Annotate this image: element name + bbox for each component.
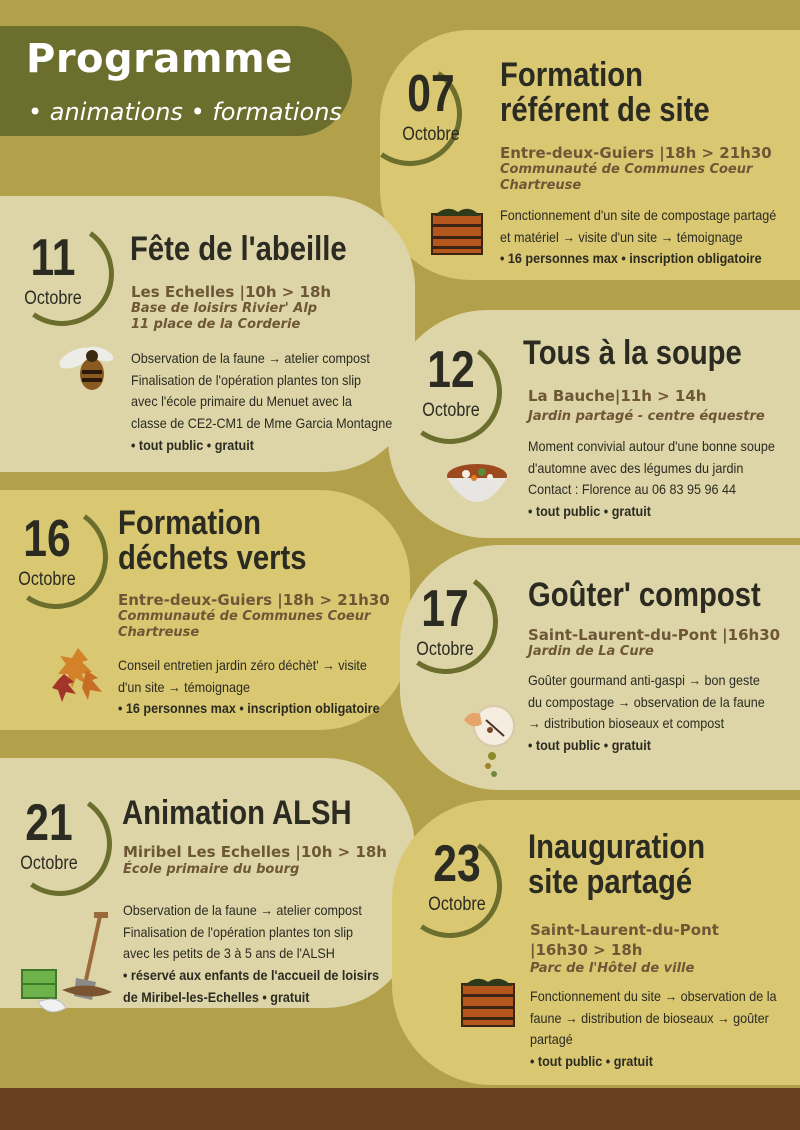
- event-location: La Bauche|11h > 14h: [528, 387, 707, 405]
- event-day: 16: [23, 510, 71, 568]
- event-month: Octobre: [416, 639, 474, 660]
- event-date: [400, 580, 490, 661]
- autumn-leaves-icon: [52, 644, 104, 704]
- page-header: [0, 26, 352, 136]
- event-venue-line: Communauté de Communes Coeur: [500, 162, 753, 177]
- event-venue: [528, 644, 654, 660]
- event-description: [528, 670, 765, 757]
- description-line: du compostage → observation de la faune: [528, 693, 765, 710]
- description-line: Finalisation de l'opération plantes ton slip: [131, 371, 362, 388]
- event-venue-line: Chartreuse: [118, 625, 200, 641]
- event-tag: • 16 personnes max • inscription obligatoire: [500, 250, 762, 267]
- event-tag: de Miribel-les-Echelles • gratuit: [123, 988, 310, 1005]
- event-day: 17: [421, 580, 469, 638]
- event-title: [118, 506, 307, 577]
- event-venue: [131, 301, 317, 334]
- event-venue-line: Jardin de La Cure: [528, 644, 654, 659]
- description-line: avec les petits de 3 à 5 ans de l'ALSH: [123, 945, 335, 962]
- event-location: Entre-deux-Guiers |18h > 21h30: [118, 591, 390, 609]
- event-title-line: Formation: [118, 504, 261, 542]
- shovel-icon: [18, 910, 118, 1022]
- description-line: et matériel → visite d'un site → témoignage: [500, 228, 743, 245]
- description-line: Fonctionnement du site → observation de la: [530, 988, 777, 1004]
- event-title-line: déchets verts: [118, 539, 307, 578]
- description-line: Conseil entretien jardin zéro déchèt' → visite: [118, 657, 367, 673]
- event-day: 11: [30, 229, 76, 287]
- event-title-line: référent de site: [500, 91, 710, 130]
- event-time: |16h30 > 18h: [530, 941, 643, 959]
- event-description: [131, 348, 392, 456]
- page-title: Programme: [26, 36, 293, 82]
- event-venue-line: Communauté de Communes Coeur: [118, 609, 371, 624]
- description-line: Fonctionnement d'un site de compostage partagé: [500, 207, 777, 223]
- event-day: 21: [25, 794, 73, 852]
- event-day: 07: [407, 65, 455, 123]
- event-tag: • tout public • gratuit: [528, 737, 651, 754]
- description-line: classe de CE2-CM1 de Mme Garcia Montagne: [131, 415, 393, 432]
- event-title: [528, 578, 761, 613]
- event-title-line: Goûter' compost: [528, 576, 761, 614]
- event-date: [4, 794, 94, 875]
- event-location: Saint-Laurent-du-Pont: [530, 921, 719, 939]
- snack-plate-icon: [460, 700, 520, 780]
- event-date: [412, 835, 502, 916]
- event-venue: [500, 162, 752, 195]
- bee-icon: [56, 340, 122, 396]
- event-day: 23: [433, 835, 481, 893]
- event-tag: • tout public • gratuit: [131, 436, 254, 453]
- event-month: Octobre: [24, 288, 82, 309]
- event-month: Octobre: [428, 894, 486, 915]
- event-title-line: Animation ALSH: [122, 794, 352, 832]
- event-description: [528, 436, 775, 523]
- event-venue-line: Parc de l'Hôtel de ville: [530, 961, 695, 976]
- description-line: Goûter gourmand anti-gaspi → bon geste: [528, 672, 760, 688]
- compost-bin-icon: [458, 972, 518, 1028]
- event-tag: • réservé aux enfants de l'accueil de loisirs: [123, 967, 380, 984]
- description-line: Contact : Florence au 06 83 95 96 44: [528, 481, 737, 498]
- event-location: Entre-deux-Guiers |18h > 21h30: [500, 144, 772, 162]
- event-location: Saint-Laurent-du-Pont |16h30: [528, 626, 781, 644]
- event-title-line: site partagé: [528, 863, 693, 902]
- description-line: faune → distribution de bioseaux → goûter: [530, 1009, 769, 1026]
- event-venue-line: Base de loisirs Rivier' Alp: [131, 301, 318, 316]
- event-date: [406, 341, 496, 422]
- description-line: → distribution bioseaux et compost: [528, 715, 725, 732]
- event-day: 12: [427, 341, 475, 399]
- event-location: Miribel Les Echelles |10h > 18h: [123, 843, 387, 861]
- event-venue: [528, 409, 765, 425]
- event-date: [386, 65, 476, 146]
- event-title: [122, 796, 352, 831]
- event-title-line: Formation: [500, 56, 643, 94]
- description-line: d'un site → témoignage: [118, 678, 250, 695]
- event-title-line: Fête de l'abeille: [130, 230, 347, 268]
- event-description: [118, 655, 380, 720]
- event-tag: • 16 personnes max • inscription obligatoire: [118, 700, 380, 717]
- event-venue-line: Jardin partagé - centre équestre: [528, 409, 765, 424]
- event-month: Octobre: [18, 569, 76, 590]
- event-description: [530, 986, 777, 1073]
- event-month: Octobre: [422, 400, 480, 421]
- event-title-line: Tous à la soupe: [523, 334, 742, 372]
- event-venue-line: École primaire du bourg: [123, 862, 300, 877]
- event-title: [528, 830, 705, 901]
- event-venue-line: Chartreuse: [500, 178, 582, 194]
- event-venue: [530, 961, 694, 977]
- event-title: [130, 232, 347, 267]
- event-date: [2, 510, 92, 591]
- event-location: Les Echelles |10h > 18h: [131, 283, 332, 301]
- event-venue: [123, 862, 299, 878]
- bottom-band: [0, 1088, 800, 1130]
- description-line: Observation de la faune → atelier compost: [123, 902, 362, 918]
- description-line: avec l'école primaire du Menuet avec la: [131, 393, 352, 410]
- event-title: [523, 336, 742, 371]
- description-line: Finalisation de l'opération plantes ton slip: [123, 923, 354, 940]
- event-tag: • tout public • gratuit: [528, 503, 651, 520]
- description-line: partagé: [530, 1031, 573, 1048]
- event-description: [123, 900, 379, 1008]
- event-month: Octobre: [20, 853, 78, 874]
- compost-bin-icon: [428, 204, 486, 256]
- event-description: [500, 205, 776, 270]
- soup-bowl-icon: [444, 458, 510, 520]
- description-line: Observation de la faune → atelier compost: [131, 350, 370, 366]
- event-date: [8, 229, 98, 310]
- description-line: d'automne avec des légumes du jardin: [528, 459, 744, 476]
- event-tag: • tout public • gratuit: [530, 1053, 653, 1070]
- event-month: Octobre: [402, 124, 460, 145]
- description-line: Moment convivial autour d'une bonne soupe: [528, 438, 775, 454]
- event-title-line: Inauguration: [528, 828, 706, 866]
- event-venue-line: 11 place de la Corderie: [131, 317, 301, 333]
- page-subtitle: • animations • formations: [28, 98, 342, 126]
- event-venue: [118, 609, 370, 642]
- event-title: [500, 58, 710, 129]
